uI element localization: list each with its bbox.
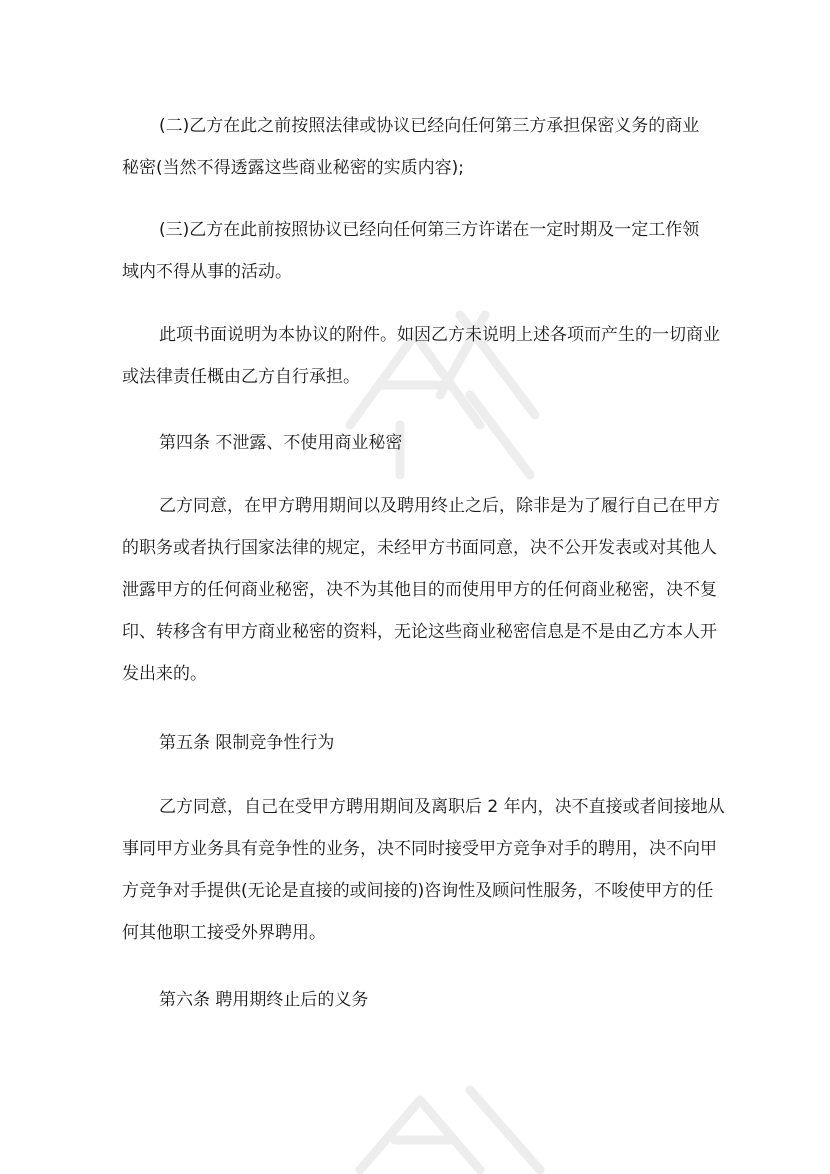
watermark-logo-icon [340, 1080, 560, 1174]
paragraph-line: 乙方同意，自己在受甲方聘用期间及离职后 2 年内，决不直接或者间接地从 [159, 797, 725, 817]
paragraph-line: 乙方同意，在甲方聘用期间以及聘用终止之后，除非是为了履行自己在甲方 [159, 496, 720, 516]
paragraph-line: 的职务或者执行国家法律的规定，未经甲方书面同意，决不公开发表或对其他人 [122, 538, 717, 558]
paragraph-line: (三)乙方在此前按照协议已经向任何第三方许诺在一定时期及一定工作领 [159, 220, 700, 240]
section-heading-article-4: 第四条 不泄露、不使用商业秘密 [159, 433, 403, 453]
paragraph-line: 泄露甲方的任何商业秘密，决不为其他目的而使用甲方的任何商业秘密，决不复 [122, 580, 717, 600]
paragraph-line: 方竞争对手提供(无论是直接的或间接的)咨询性及顾问性服务，不唆使甲方的任 [122, 881, 714, 901]
paragraph-line: (二)乙方在此之前按照法律或协议已经向任何第三方承担保密义务的商业 [159, 116, 700, 136]
section-heading-article-5: 第五条 限制竞争性行为 [159, 733, 335, 753]
paragraph-line: 事同甲方业务具有竞争性的业务，决不同时接受甲方竞争对手的聘用，决不向甲 [122, 839, 717, 859]
paragraph-line: 此项书面说明为本协议的附件。如因乙方未说明上述各项而产生的一切商业 [159, 325, 720, 345]
paragraph-line: 秘密(当然不得透露这些商业秘密的实质内容); [122, 158, 464, 178]
paragraph-line: 域内不得从事的活动。 [122, 262, 292, 282]
section-heading-article-6: 第六条 聘用期终止后的义务 [159, 990, 369, 1010]
paragraph-line: 何其他职工接受外界聘用。 [122, 923, 326, 943]
paragraph-line: 发出来的。 [122, 664, 207, 684]
paragraph-line: 或法律责任概由乙方自行承担。 [122, 367, 360, 387]
paragraph-line: 印、转移含有甲方商业秘密的资料，无论这些商业秘密信息是不是由乙方本人开 [122, 622, 717, 642]
